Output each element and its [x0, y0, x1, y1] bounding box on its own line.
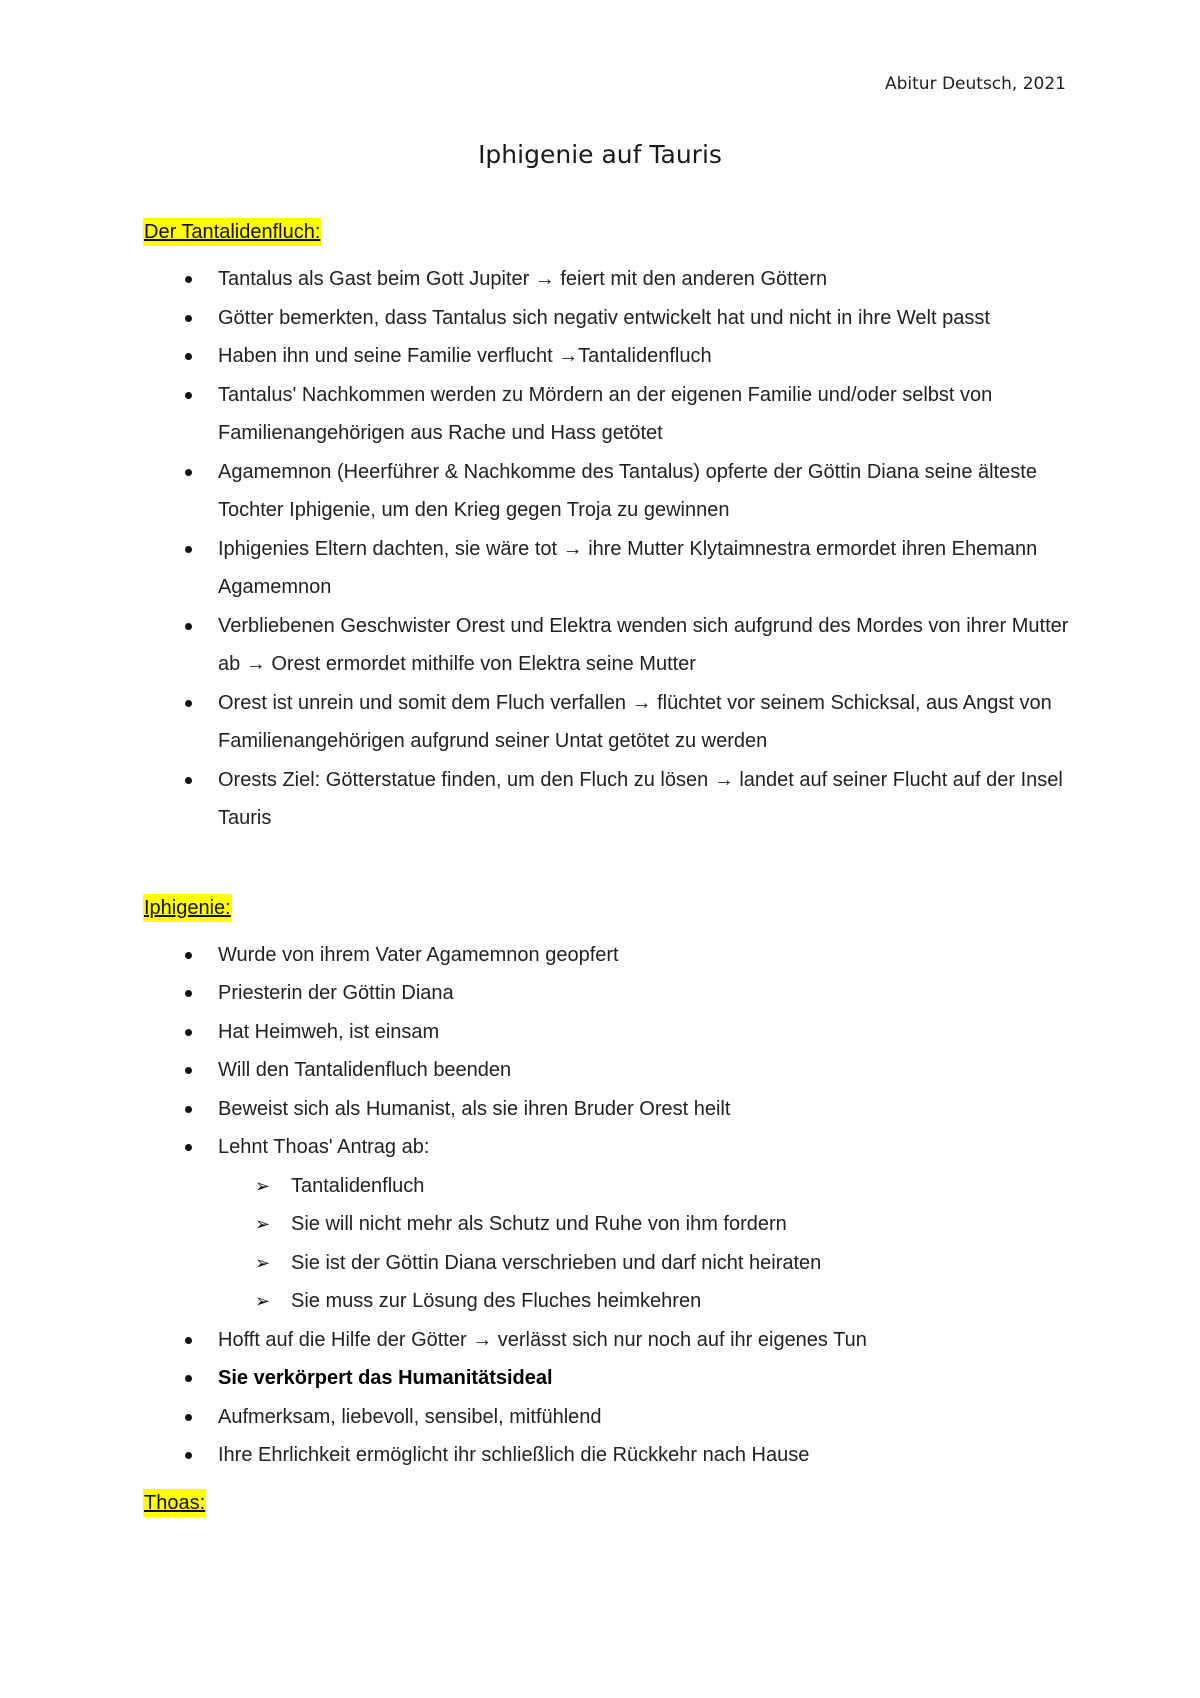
list-item-text: Tantalus' Nachkommen werden zu Mördern an der eigenen Familie und/oder selbst von Familienangehörigen aus Rache und Hass getötet [218, 383, 993, 444]
bullet-icon [185, 353, 192, 360]
list-item [143, 530, 1073, 607]
bullet-icon [185, 1106, 192, 1113]
list-item [143, 453, 1073, 530]
bullet-icon [185, 623, 192, 630]
bullet-icon [185, 1375, 192, 1382]
list-item-emphasis [143, 1359, 1073, 1398]
section-heading: Der Tantalidenfluch: [143, 218, 321, 246]
section-heading: Iphigenie: [143, 894, 232, 922]
list-item-text: Aufmerksam, liebevoll, sensibel, mitfühlend [218, 1405, 602, 1428]
sub-list-item [143, 1205, 1073, 1244]
sub-list-item-text: Sie will nicht mehr als Schutz und Ruhe von ihm fordern [291, 1213, 787, 1235]
list-item [143, 761, 1073, 838]
sub-list-item [143, 1167, 1073, 1206]
arrowhead-bullet-icon: ➢ [255, 1214, 271, 1234]
list-item [143, 684, 1073, 761]
list-item-text: Will den Tantalidenfluch beenden [218, 1059, 512, 1081]
list-item-text: Lehnt Thoas' Antrag ab: [218, 1136, 430, 1158]
list-item-text: Orests Ziel: Götterstatue finden, um den Fluch zu lösen → landet auf seiner Flucht auf der Insel Tauris [218, 768, 1063, 829]
bullet-icon [185, 276, 192, 283]
section-thoas [143, 1489, 1073, 1517]
list-item [143, 1013, 1073, 1052]
arrowhead-bullet-icon: ➢ [255, 1291, 271, 1311]
list-item-text: Tantalus als Gast beim Gott Jupiter → feiert mit den anderen Göttern [218, 268, 828, 290]
document-body [143, 218, 1073, 1517]
list-item [143, 974, 1073, 1013]
sub-list-item-text: Sie ist der Göttin Diana verschrieben und darf nicht heiraten [291, 1251, 822, 1274]
bullet-list [143, 936, 1073, 1167]
sub-bullet-list [143, 1167, 1073, 1321]
bullet-icon [185, 315, 192, 322]
bullet-list [143, 260, 1073, 838]
list-item-text: Beweist sich als Humanist, als sie ihren Bruder Orest heilt [218, 1097, 731, 1120]
bullet-icon [185, 1337, 192, 1344]
list-item-text: Hat Heimweh, ist einsam [218, 1020, 440, 1043]
bullet-icon [185, 777, 192, 784]
section-heading: Thoas: [143, 1489, 206, 1517]
bullet-icon [185, 952, 192, 959]
bullet-icon [185, 700, 192, 707]
list-item-text: Wurde von ihrem Vater Agamemnon geopfert [218, 943, 619, 966]
list-item-text: Ihre Ehrlichkeit ermöglicht ihr schließlich die Rückkehr nach Hause [218, 1444, 810, 1466]
arrowhead-bullet-icon: ➢ [255, 1252, 271, 1273]
bullet-icon [185, 990, 192, 997]
bullet-icon [185, 1029, 192, 1036]
list-item [143, 1436, 1073, 1475]
list-item-text: Verbliebenen Geschwister Orest und Elektra wenden sich aufgrund des Mordes von ihrer Mutter ab → Orest ermordet mithilfe von Elektra seine Mutter [218, 614, 1069, 675]
list-item [143, 260, 1073, 299]
section-tantalidenfluch [143, 218, 1073, 838]
list-item [143, 1090, 1073, 1129]
list-item-text: Iphigenies Eltern dachten, sie wäre tot → ihre Mutter Klytaimnestra ermordet ihren Ehemann Agamemnon [218, 537, 1038, 598]
list-item-text: Orest ist unrein und somit dem Fluch verfallen → flüchtet vor seinem Schicksal, aus Angst von Familienangehörigen aufgrund seiner Untat getötet zu werden [218, 691, 1052, 752]
list-item [143, 299, 1073, 338]
section-iphigenie [143, 894, 1073, 1475]
list-item [143, 1128, 1073, 1167]
sub-list-item [143, 1244, 1073, 1283]
arrowhead-bullet-icon: ➢ [255, 1175, 271, 1196]
bullet-icon [185, 392, 192, 399]
list-item-text: Sie verkörpert das Humanitätsideal [218, 1367, 553, 1389]
document-title: Iphigenie auf Tauris [478, 140, 722, 169]
header-note: Abitur Deutsch, 2021 [884, 74, 1066, 94]
bullet-icon [185, 1144, 192, 1151]
list-item-text: Priesterin der Göttin Diana [218, 982, 454, 1004]
list-item-text: Haben ihn und seine Familie verflucht →Tantalidenfluch [218, 345, 712, 367]
sub-list-item-text: Sie muss zur Lösung des Fluches heimkehren [291, 1290, 702, 1312]
list-item-text: Götter bemerkten, dass Tantalus sich negativ entwickelt hat und nicht in ihre Welt passt [218, 306, 990, 329]
sub-list-wrapper [143, 1167, 1073, 1321]
bullet-icon [185, 1452, 192, 1459]
list-item [143, 1051, 1073, 1090]
list-item [143, 607, 1073, 684]
bullet-icon [185, 469, 192, 476]
sub-list-item-text: Tantalidenfluch [291, 1174, 425, 1197]
bullet-icon [185, 1414, 192, 1421]
list-item-text: Hofft auf die Hilfe der Götter → verlässt sich nur noch auf ihr eigenes Tun [218, 1328, 867, 1351]
list-item [143, 1321, 1073, 1360]
list-item [143, 376, 1073, 453]
list-item [143, 936, 1073, 975]
bullet-list [143, 1321, 1073, 1475]
bullet-icon [185, 546, 192, 553]
sub-list-item [143, 1282, 1073, 1321]
list-item-text: Agamemnon (Heerführer & Nachkomme des Tantalus) opferte der Göttin Diana seine älteste Tochter Iphigenie, um den Krieg gegen Troja zu gewinnen [218, 460, 1037, 521]
list-item [143, 337, 1073, 376]
list-item [143, 1398, 1073, 1437]
bullet-icon [185, 1067, 192, 1074]
